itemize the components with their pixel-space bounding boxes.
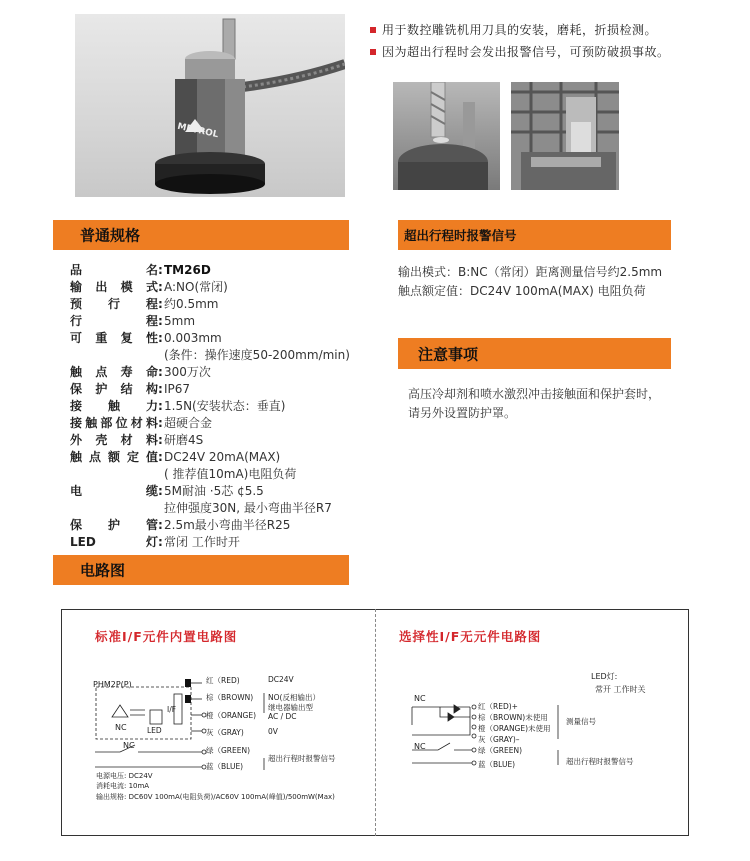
right-wire-gray: 灰（GRAY)–	[478, 735, 520, 744]
spec-row: 接触力:1.5N(安装状态：垂直)	[70, 399, 286, 413]
led-state: 常开 工作时关	[595, 685, 646, 694]
product-photo	[75, 14, 345, 197]
spec-row: 可重复性:0.003mm	[70, 331, 222, 345]
spec-row: 输出模式:A:NO(常闭)	[70, 280, 228, 294]
spec-row: LED灯:常闭 工作时开	[70, 535, 240, 549]
spec-row: 触点寿命:300万次	[70, 365, 211, 379]
spec-row: 电缆:5M耐油 ·5芯 ¢5.5	[70, 484, 264, 498]
bullet-square-icon	[370, 49, 376, 55]
right-wire-red: 红（RED)+	[478, 702, 518, 711]
spec-row-continued: ( 推荐值10mA)电阻负荷	[164, 467, 297, 481]
footer-1: 电源电压: DC24V	[96, 772, 153, 780]
spec-row-continued: (条件：操作速度50-200mm/min)	[164, 348, 350, 362]
notes-header: 注意事项	[398, 338, 671, 369]
overtravel-text: 输出模式：B:NC（常闭）距离测量信号约2.5mm 触点额定值：DC24V 100mA(MAX) 电阻负荷	[398, 265, 663, 298]
spec-row: 触点额定值:DC24V 20mA(MAX)	[70, 450, 281, 464]
right-wire-blue: 蓝（BLUE)	[478, 760, 516, 769]
circuit-divider	[375, 609, 376, 836]
spec-row: 行程:5mm	[70, 314, 196, 328]
bullet-square-icon	[370, 27, 376, 33]
circuit-header: 电路图	[53, 555, 349, 585]
no-note-1: NO(反相输出）	[268, 693, 320, 702]
nc-label: NC	[115, 723, 127, 732]
spec-row: 接触部位材料:超硬合金	[70, 416, 213, 430]
wire-orange: 橙（ORANGE)	[206, 711, 257, 720]
right-nc-label: NC	[414, 694, 426, 703]
spec-list	[70, 262, 350, 551]
zero-v-label: 0V	[268, 727, 278, 736]
wire-gray: 灰（GRAY)	[206, 728, 244, 737]
wire-blue: 蓝（BLUE)	[206, 762, 244, 771]
no-note-2: 继电器输出型	[268, 703, 313, 712]
led-label: LED	[147, 726, 162, 735]
right-wire-green: 绿（GREEN)	[478, 746, 523, 755]
circuit-right-title: 选择性I/F无元件电路图	[399, 629, 542, 644]
footer-3: 输出规格: DC60V 100mA(电阻负荷)/AC60V 100mA(峰值)/500mW(Max)	[96, 793, 335, 801]
if-label: I/F	[167, 705, 177, 714]
wire-red: 红（RED)	[206, 676, 240, 685]
spec-row-continued: 拉伸强度30N, 最小弯曲半径R7	[164, 501, 332, 515]
alarm-label: 超出行程时报警信号	[268, 754, 336, 763]
spec-row: 品名:TM26D	[70, 263, 211, 277]
overtravel-header: 超出行程时报警信号	[398, 220, 671, 250]
bullet-2: 因为超出行程时会发出报警信号，可预防破损事故。	[370, 43, 670, 60]
spec-row: 保护管:2.5m最小弯曲半径R25	[70, 518, 291, 532]
spec-row: 外壳材料:研磨4S	[70, 433, 204, 447]
no-note-3: AC / DC	[268, 712, 297, 721]
bullet-1: 用于数控雕铣机用刀具的安装，磨耗，折损检测。	[370, 21, 657, 38]
footer-2: 消耗电流: 10mA	[96, 782, 150, 790]
right-wire-brown: 棕（BROWN)未使用	[478, 713, 548, 722]
right-alarm-label: 超出行程时报警信号	[566, 757, 634, 766]
spec-row: 保护结构:IP67	[70, 382, 191, 396]
led-title: LED灯:	[591, 672, 618, 681]
spec-row: 预行程:约0.5mm	[70, 297, 219, 311]
tool-closeup-photo	[393, 82, 500, 190]
right-wire-orange: 橙（ORANGE)未使用	[478, 724, 551, 733]
nc2-label: NC	[123, 741, 135, 750]
machine-photo	[511, 82, 619, 190]
general-spec-header: 普通规格	[53, 220, 349, 250]
wire-brown: 棕（BROWN)	[206, 693, 254, 702]
notes-text: 高压冷却剂和喷水激烈冲击接触面和保护套时， 请另外设置防护罩。	[408, 387, 661, 420]
dc24v-label: DC24V	[268, 675, 294, 684]
right-nc2-label: NC	[414, 742, 426, 751]
measure-label: 测量信号	[566, 717, 596, 726]
wire-green: 绿（GREEN)	[206, 746, 251, 755]
brand-label: METROL	[176, 121, 220, 141]
circuit-left-title: 标准I/F元件内置电路图	[95, 629, 238, 644]
model-label: PHM2P(P)	[93, 680, 132, 689]
